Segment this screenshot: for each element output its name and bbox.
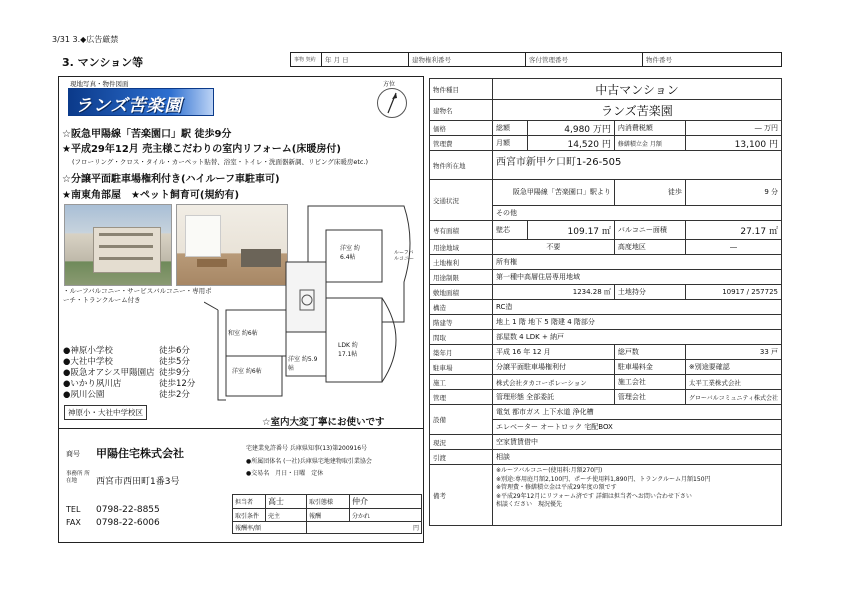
units-label: 総戸数 xyxy=(614,345,685,360)
site-area-label: 敷地面積 xyxy=(430,285,493,300)
price-label: 価格 xyxy=(430,121,493,136)
fee-label: 報酬 xyxy=(307,509,350,522)
balcony-note: ・ルーフバルコニー・サービスバルコニー・専用ポーチ・トランクルーム付き xyxy=(63,287,212,304)
restriction: 第一種中高層住居専用地域 xyxy=(492,270,781,285)
floorplan-label-roof: ルーフバルコニー xyxy=(394,250,415,262)
type-label: 物件種目 xyxy=(430,79,493,100)
repair-fund: 13,100 円 xyxy=(685,136,781,151)
company-association: ●所属団体名 (一社)兵庫県宅地建物取引業協会 xyxy=(246,458,372,465)
parking-label: 駐車場 xyxy=(430,360,493,375)
floor-area: 109.17 ㎡ xyxy=(527,221,614,240)
balcony-area-label: バルコニー面積 xyxy=(614,221,685,240)
structure: RC造 xyxy=(492,300,781,315)
land-share-label: 土地持分 xyxy=(614,285,685,300)
north-label: 方位 xyxy=(383,81,396,88)
feature-reform-detail: (フローリング・クロス・タイル・カーペット貼替、浴室・トイレ・洗面器新調、リビング床暖房etc.) xyxy=(72,158,369,166)
property-number-label: 物件番号 xyxy=(643,53,782,67)
parking-fee-label: 駐車場料金 xyxy=(614,360,685,375)
school-area-badge: 神原小・大社中学校区 xyxy=(64,405,147,420)
staff-person: 高士 xyxy=(266,495,307,509)
structure-label: 構造 xyxy=(430,300,493,315)
deal-condition: 売主 xyxy=(266,509,307,522)
land-share: 10917 / 257725 xyxy=(685,285,781,300)
layout: 部屋数 4 LDK + 納戸 xyxy=(492,330,781,345)
facilities-2: エレベーター オートロック 宅配BOX xyxy=(492,420,781,435)
units: 33 戸 xyxy=(685,345,781,360)
restriction-label: 用途制限 xyxy=(430,270,493,285)
remarks-label: 備考 xyxy=(430,465,493,526)
delivery: 相談 xyxy=(492,450,781,465)
builder-label: 施工 xyxy=(430,375,493,390)
area-label: 専有面積 xyxy=(430,221,493,240)
tax: ― 万円 xyxy=(685,121,781,136)
company-tel: 0798-22-8855 xyxy=(96,505,160,515)
delivery-label: 引渡 xyxy=(430,450,493,465)
contract-label: 事物 契約 xyxy=(291,53,322,67)
remarks xyxy=(492,465,781,526)
company-address: 西宮市西田町1番3号 xyxy=(96,477,180,487)
deal-type-label: 取引態様 xyxy=(307,495,350,509)
company-tel-label: TEL xyxy=(66,505,81,514)
height-district: ― xyxy=(685,240,781,255)
property-type: 中古マンション xyxy=(492,79,781,100)
status-label: 現況 xyxy=(430,435,493,450)
remark-line: ※平成29年12月にリフォーム済です 詳細は担当者へお問い合わせ下さい xyxy=(495,492,692,500)
floors: 地上 1 階 地下 5 階建 4 階部分 xyxy=(492,315,781,330)
land-rights: 所有権 xyxy=(492,255,781,270)
height-district-label: 高度地区 xyxy=(614,240,685,255)
contract-date: 年 月 日 xyxy=(322,53,409,67)
fee: 分かれ xyxy=(350,509,422,522)
land-rights-label: 土地権利 xyxy=(430,255,493,270)
building-name-label: 建物名 xyxy=(430,100,493,121)
use: 不要 xyxy=(492,240,614,255)
top-table xyxy=(290,52,782,67)
client-number-label: 客付管理番号 xyxy=(526,53,643,67)
facilities-1: 電気 都市ガス 上下水道 浄化槽 xyxy=(492,405,781,420)
floorplan-label-western1: 洋室 約6.4帖 xyxy=(340,245,360,261)
balcony-area: 27.17 ㎡ xyxy=(685,221,781,240)
exterior-photo xyxy=(64,204,172,286)
mgmt-fee: 14,520 円 xyxy=(527,136,614,151)
floorplan-label-japanese: 和室 約6帖 xyxy=(228,330,258,337)
layout-label: 間取 xyxy=(430,330,493,345)
remark-line: 相談ください 現況優先 xyxy=(495,501,562,508)
feature-reform: ★平成29年12月 売主様こだわりの室内リフォーム(床暖房付) xyxy=(62,144,341,155)
build-number-label: 建物権利番号 xyxy=(409,53,526,67)
remark-line: ※管理費・修繕積立金は平成29年度の額です xyxy=(495,484,617,491)
transport-other: その他 xyxy=(492,205,781,220)
guide-text: ☆室内大変丁寧にお使いです xyxy=(262,417,385,428)
mgmt-fee-sub: 月額 xyxy=(492,136,527,151)
site-area: 1234.28 ㎡ xyxy=(492,285,614,300)
transport-label: 交通状況 xyxy=(430,180,493,221)
school-5-walk: 徒歩2分 xyxy=(159,390,190,400)
school-2-name: ●大社中学校 xyxy=(63,357,113,367)
school-1-name: ●神原小学校 xyxy=(63,346,113,356)
feature-corner-pet: ★南東角部屋 ★ペット飼育可(規約有) xyxy=(62,190,240,201)
management-company: グローバルコミュニティ株式会社 xyxy=(685,390,781,405)
fee-rate-label: 報酬率/額 xyxy=(233,522,307,534)
fee-rate: 円 xyxy=(307,522,422,534)
management-company-label: 管理会社 xyxy=(614,390,685,405)
compass-icon xyxy=(377,88,407,118)
parking: 分譲平面駐車場権利付 xyxy=(492,360,614,375)
floorplan-label-ldk: LDK 約17.1帖 xyxy=(338,342,358,358)
company-fax: 0798-22-6006 xyxy=(96,518,160,528)
walk-label: 徒歩 xyxy=(614,180,685,206)
company-name: 甲陽住宅株式会社 xyxy=(96,447,184,460)
remark-line: ※別途:専用庭月額2,100円、ポーチ使用料1,890円、トランクルーム月額150円 xyxy=(495,475,711,483)
area-sub: 壁芯 xyxy=(492,221,527,240)
repair-fund-label: 修繕積立金 月額 xyxy=(614,136,685,151)
tax-label: 内消費税額 xyxy=(614,121,685,136)
feature-parking: ☆分譲平面駐車場権利付き(ハイルーフ車駐車可) xyxy=(62,174,280,185)
school-5 xyxy=(63,388,190,400)
company-name-label: 商号 xyxy=(66,450,80,458)
staff-person-label: 担当者 xyxy=(233,495,266,509)
logo xyxy=(68,88,214,116)
floorplan-label-western2: 洋室 約6帖 xyxy=(232,368,262,375)
use-label: 用途地域 xyxy=(430,240,493,255)
management-label: 管理 xyxy=(430,390,493,405)
school-5-name: ●夙川公園 xyxy=(63,390,105,400)
walk-minutes: 9 分 xyxy=(685,180,781,206)
constructor: 太平工業株式会社 xyxy=(685,375,781,390)
staff-table xyxy=(232,494,422,534)
school-2-walk: 徒歩5分 xyxy=(159,357,190,367)
mgmt-fee-label: 管理費 xyxy=(430,136,493,151)
floorplan-label-western3: 洋室 約5.9帖 xyxy=(288,356,318,372)
price-sub: 総額 xyxy=(492,121,527,136)
deal-condition-label: 取引条件 xyxy=(233,509,266,522)
photo-caption: 現地写真・物件図面 xyxy=(70,80,129,88)
builder: 株式会社タカコーポレーション xyxy=(492,375,614,390)
feature-station: ☆阪急甲陽線「苦楽園口」駅 徒歩9分 xyxy=(62,129,232,140)
company-license: 宅建業免許番号 兵庫県知事(13)第200916号 xyxy=(246,445,368,452)
address-label: 物件所在地 xyxy=(430,151,493,180)
floors-label: 階建等 xyxy=(430,315,493,330)
school-3-walk: 徒歩9分 xyxy=(159,368,190,378)
floor-plan xyxy=(204,202,420,412)
remark-line: ※ルーフバルコニー(使用料:月額270円) xyxy=(495,467,603,474)
logo-text: ランズ苦楽園 xyxy=(75,96,183,116)
property-info-table xyxy=(429,78,782,526)
school-4-walk: 徒歩12分 xyxy=(159,379,196,389)
company-separator xyxy=(58,428,424,429)
station: 阪急甲陽線「苦楽園口」駅より xyxy=(492,180,614,206)
section-title: 3. マンション等 xyxy=(62,56,144,69)
company-address-label: 事務所 所在地 xyxy=(66,471,90,484)
price: 4,980 万円 xyxy=(527,121,614,136)
building-name: ランズ苦楽園 xyxy=(492,100,781,121)
school-3-name: ●阪急オアシス甲陽園店 xyxy=(63,368,155,378)
deal-type: 仲介 xyxy=(350,495,422,509)
facilities-label: 設備 xyxy=(430,405,493,435)
management: 管理形態 全部委託 xyxy=(492,390,614,405)
constructor-label: 施工会社 xyxy=(614,375,685,390)
parking-fee: ※別途要確認 xyxy=(685,360,781,375)
school-1-walk: 徒歩6分 xyxy=(159,346,190,356)
page-ref: 3/31 3.◆広告厳禁 xyxy=(52,35,119,44)
company-fax-label: FAX xyxy=(66,518,81,527)
built-label: 築年月 xyxy=(430,345,493,360)
property-address: 西宮市新甲ケ口町1-26-505 xyxy=(492,151,781,180)
status: 空家賃賃借中 xyxy=(492,435,781,450)
built: 平成 16 年 12 月 xyxy=(492,345,614,360)
company-holiday: ●交易名 月日・日曜 定休 xyxy=(246,470,324,477)
school-4-name: ●いかり夙川店 xyxy=(63,379,122,389)
